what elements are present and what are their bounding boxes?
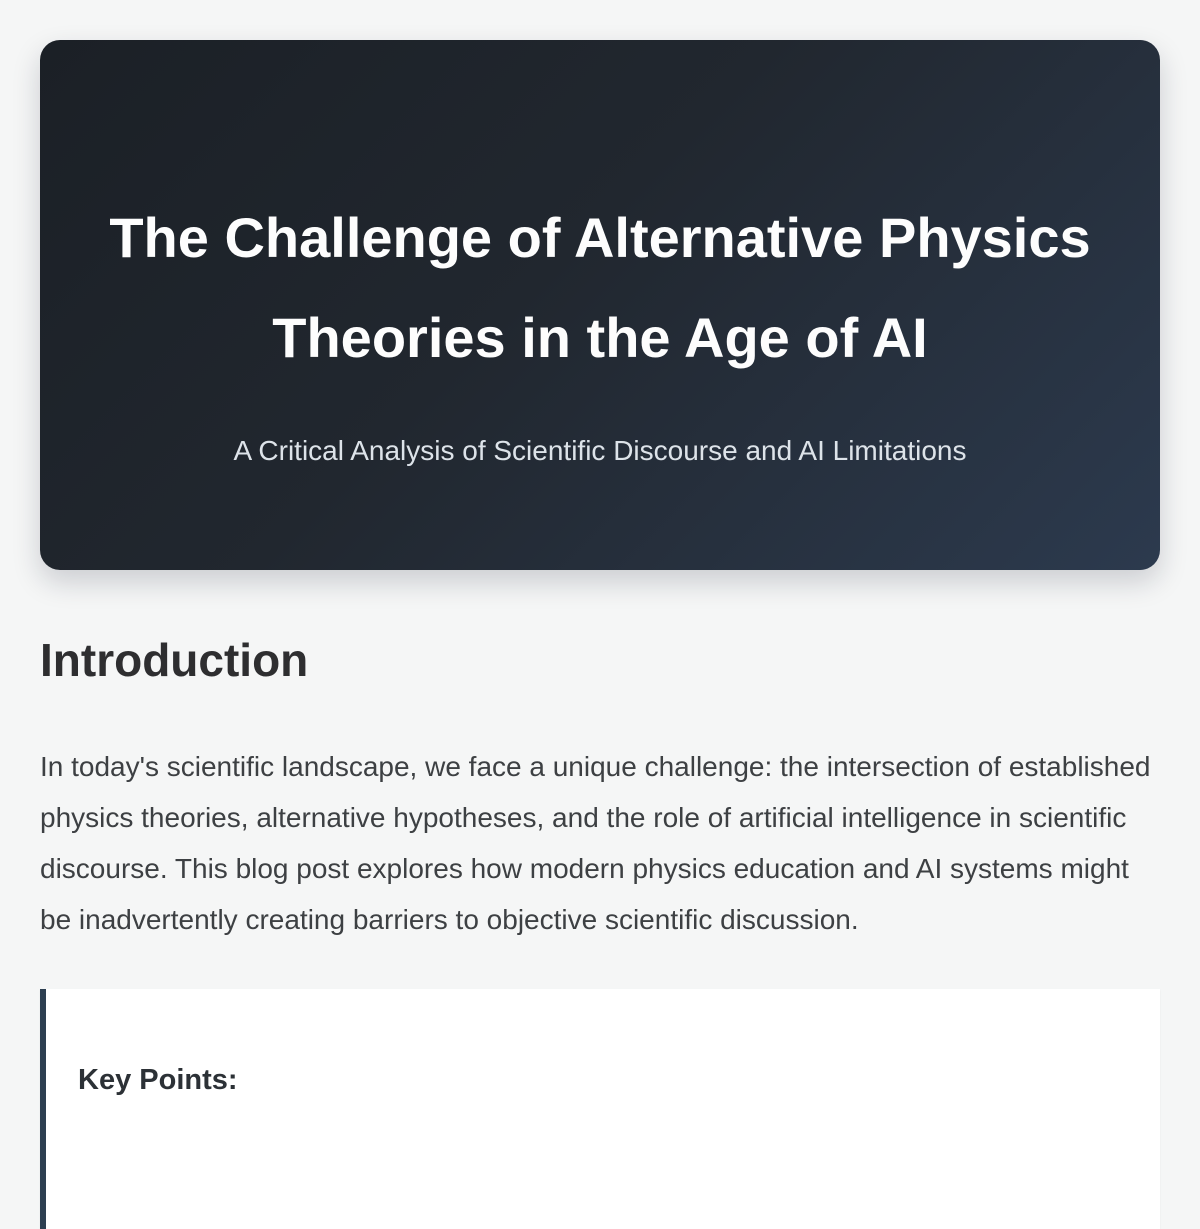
post-title: The Challenge of Alternative Physics Theories in the Age of AI <box>109 205 1091 369</box>
hero-banner <box>40 40 1160 570</box>
introduction-heading: Introduction <box>40 634 309 686</box>
key-points-card <box>40 989 1160 1229</box>
key-points-heading: Key Points: <box>78 1064 238 1096</box>
article-body <box>40 634 1160 1229</box>
post-subtitle: A Critical Analysis of Scientific Discourse and AI Limitations <box>233 434 967 466</box>
introduction-paragraph: In today's scientific landscape, we face a unique challenge: the intersection of established physics theories, alternative hypotheses, and the role of artificial intelligence in scientific discourse. This blog post explores how modern physics education and AI systems might be inadvertently creating barriers to objective scientific discussion. <box>40 751 1151 935</box>
